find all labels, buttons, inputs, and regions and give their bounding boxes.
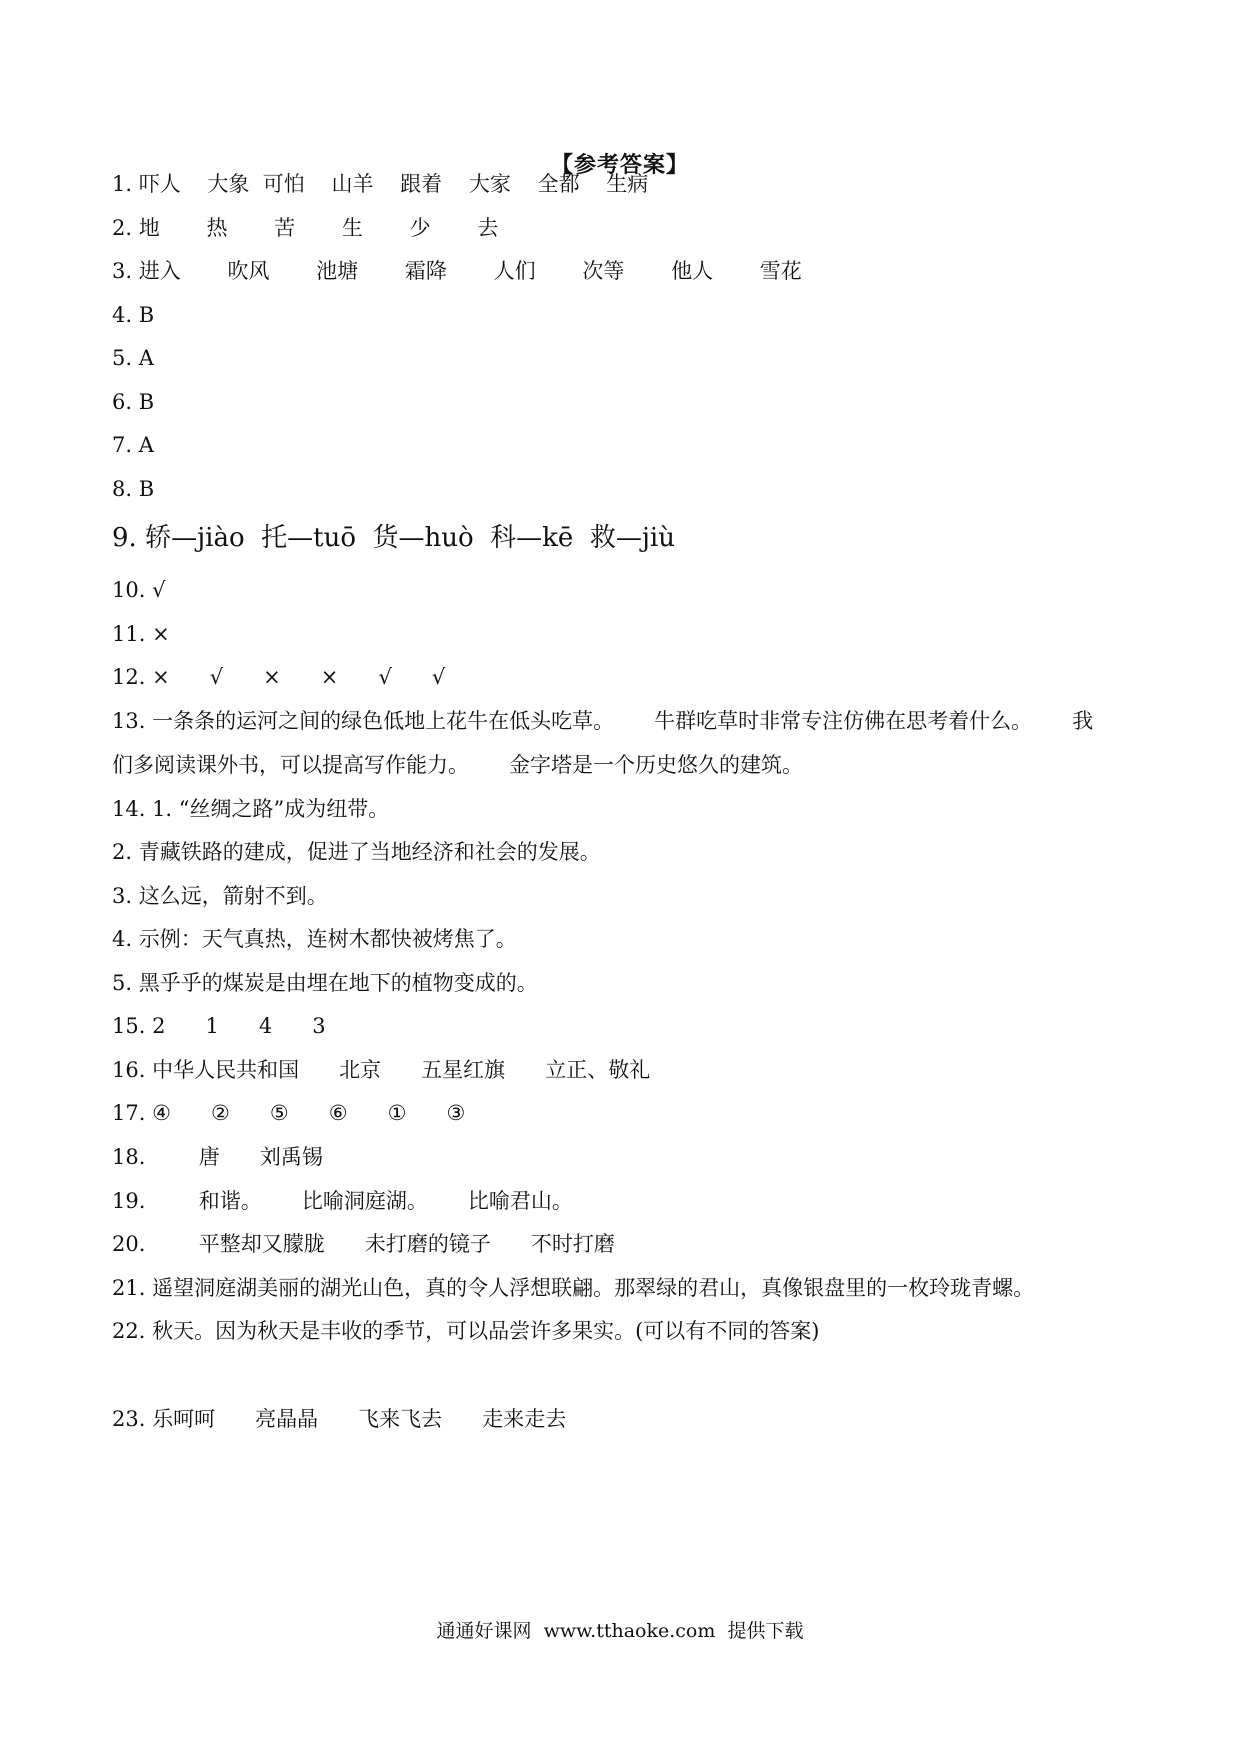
- answer-line-7: 7. A: [112, 433, 154, 457]
- answer-line-20: 20. 平整却又朦胧 未打磨的镜子 不时打磨: [112, 1232, 615, 1256]
- page-title: 【参考答案】: [550, 152, 689, 178]
- answer-line-21: 21. 遥望洞庭湖美丽的湖光山色，真的令人浮想联翩。那翠绿的君山，真像银盘里的一枚玲珑青螺。: [112, 1276, 1035, 1300]
- answer-line-13: 13. 一条条的运河之间的绿色低地上花牛在低头吃草。 牛群吃草时非常专注仿佛在思考着什么。 我: [112, 709, 1094, 733]
- answer-line-12: 12. × √ × × √ √: [112, 665, 446, 689]
- answer-line-11: 11. ×: [112, 622, 170, 646]
- answer-line-2: 2. 地 热 苦 生 少 去: [112, 216, 499, 240]
- answer-line-17: 17. ④ ② ⑤ ⑥ ① ③: [112, 1101, 466, 1125]
- answer-line-23: 23. 乐呵呵 亮晶晶 飞来飞去 走来走去: [112, 1407, 567, 1431]
- answer-line-8: 8. B: [112, 477, 155, 501]
- answer-line-14-2: 2. 青藏铁路的建成，促进了当地经济和社会的发展。: [112, 840, 601, 864]
- answer-line-1: 1. 吓人 大象 可怕 山羊 跟着 大家 全都 生病: [112, 172, 649, 196]
- answer-line-16: 16. 中华人民共和国 北京 五星红旗 立正、敬礼: [112, 1058, 651, 1082]
- footer-source: 通通好课网 www.tthaoke.com 提供下载: [436, 1620, 804, 1642]
- answer-line-15: 15. 2 1 4 3: [112, 1014, 326, 1038]
- answer-line-5: 5. A: [112, 346, 154, 370]
- answer-line-10: 10. √: [112, 578, 166, 602]
- answer-line-13-cont: 们多阅读课外书，可以提高写作能力。 金字塔是一个历史悠久的建筑。: [112, 753, 804, 777]
- answer-line-6: 6. B: [112, 390, 155, 414]
- answer-line-14-5: 5. 黑乎乎的煤炭是由埋在地下的植物变成的。: [112, 971, 538, 995]
- answer-line-22: 22. 秋天。因为秋天是丰收的季节，可以品尝许多果实。(可以有不同的答案): [112, 1319, 820, 1343]
- answer-line-3: 3. 进入 吹风 池塘 霜降 人们 次等 他人 雪花: [112, 259, 802, 283]
- answer-line-19: 19. 和谐。 比喻洞庭湖。 比喻君山。: [112, 1189, 573, 1213]
- answer-line-14: 14. 1. “丝绸之路”成为纽带。: [112, 797, 390, 821]
- answer-line-9: 9. 轿—jiào 托—tuō 货—huò 科—kē 救—jiù: [112, 523, 675, 553]
- answer-line-18: 18. 唐 刘禹锡: [112, 1145, 323, 1169]
- answer-line-14-4: 4. 示例：天气真热，连树木都快被烤焦了。: [112, 927, 517, 951]
- answer-line-4: 4. B: [112, 303, 155, 327]
- answer-line-14-3: 3. 这么远，箭射不到。: [112, 884, 328, 908]
